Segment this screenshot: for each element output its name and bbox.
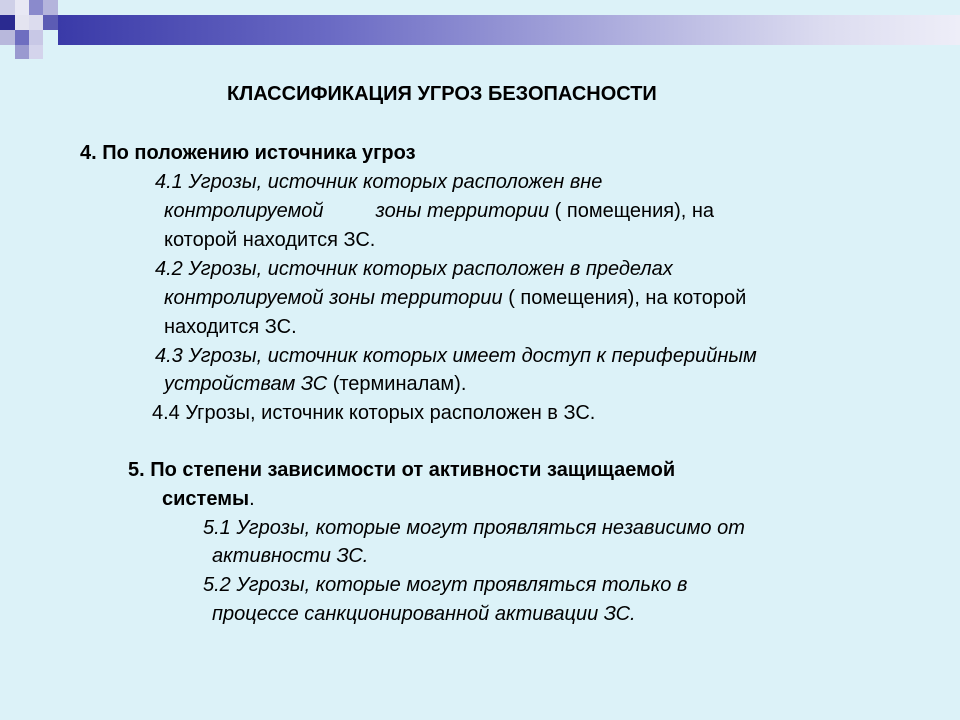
decor-square <box>0 30 15 45</box>
decor-square <box>29 45 43 59</box>
section-5-heading-text: . <box>249 488 255 510</box>
item-4-1-line-3: которой находится ЗС. <box>164 229 376 251</box>
item-4-2-line-3: находится ЗС. <box>164 316 297 338</box>
item-4-1-text: ( помещения), на <box>549 200 715 222</box>
item-4-1-line-2 <box>164 199 714 223</box>
section-5-heading-line-1: 5. По степени зависимости от активности защищаемой <box>128 459 676 481</box>
decor-square <box>0 0 15 15</box>
decor-square <box>0 15 15 30</box>
item-5-2-line-2: процессе санкционированной активации ЗС. <box>212 603 636 625</box>
decor-square <box>15 15 29 30</box>
section-4-heading: 4. По положению источника угроз <box>80 142 416 164</box>
item-5-1-line-1: 5.1 Угрозы, которые могут проявляться независимо от <box>203 517 745 539</box>
header-gradient-bar <box>58 15 960 45</box>
section-5-heading-line-2 <box>162 487 255 511</box>
decor-square <box>29 0 43 15</box>
item-4-3-line-1: 4.3 Угрозы, источник которых имеет доступ к периферийным <box>155 345 757 367</box>
item-4-1-text: контролируемой <box>164 200 324 222</box>
item-4-3-text: устройствам ЗС <box>164 373 328 395</box>
decor-square <box>43 0 58 15</box>
decor-square <box>29 30 43 45</box>
item-5-2-line-1: 5.2 Угрозы, которые могут проявляться только в <box>203 574 688 596</box>
item-4-2-line-1: 4.2 Угрозы, источник которых расположен в пределах <box>155 258 673 280</box>
item-4-3-text: (терминалам). <box>327 373 467 395</box>
decor-square <box>15 45 29 59</box>
item-4-4-line-1: 4.4 Угрозы, источник которых расположен в ЗС. <box>152 402 596 424</box>
item-5-1-line-2: активности ЗС. <box>212 545 369 567</box>
slide-title: КЛАССИФИКАЦИЯ УГРОЗ БЕЗОПАСНОСТИ <box>227 83 657 105</box>
section-5-heading-text: системы <box>162 488 250 510</box>
item-4-2-line-2 <box>164 286 746 310</box>
decor-square <box>15 0 29 15</box>
item-4-1-text: зоны территории <box>375 200 550 222</box>
item-4-1-line-1: 4.1 Угрозы, источник которых расположен вне <box>155 171 603 193</box>
decor-square <box>29 15 43 30</box>
decor-square <box>15 30 29 45</box>
decor-square <box>43 15 58 30</box>
item-4-2-text: контролируемой зоны территории <box>164 287 503 309</box>
item-4-2-text: ( помещения), на которой <box>502 287 747 309</box>
item-4-3-line-2 <box>164 372 466 396</box>
